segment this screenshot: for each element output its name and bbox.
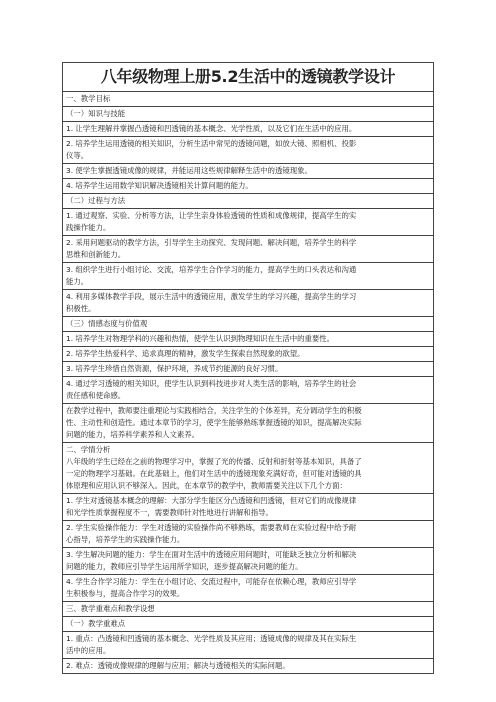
row-text-line: 1. 让学生理解并掌握凸透镜和凹透镜的基本概念、光学性质，以及它们在生活中的应用。 — [66, 124, 357, 133]
row-text-line: 1. 培养学生对物理学科的兴趣和热情，使学生认识到物理知识在生活中的重要性。 — [66, 334, 335, 343]
row-text-line: 性、主动性和创造性。通过本章节的学习，使学生能够熟练掌握透镜的知识，提高解决实际 — [66, 418, 362, 427]
row-text-line: 仪等。 — [66, 151, 89, 160]
row-text-line: 责任感和使命感。 — [66, 391, 126, 400]
document-page — [62, 62, 434, 674]
row-text-line: 问题的能力，教师应引导学生运用所学知识，逐步提高解决问题的能力。 — [66, 562, 303, 571]
table-row — [63, 194, 433, 209]
row-text-line: 活中的应用。 — [66, 646, 111, 655]
row-text-line: 4. 培养学生运用数学知识解决透镜相关计算问题的能力。 — [66, 181, 253, 190]
row-text-line: 3. 学生解决问题的能力：学生在面对生活中的透镜应用问题时，可能缺乏独立分析和解决 — [66, 550, 357, 559]
row-text-line: 心指导，培养学生的实践操作能力。 — [66, 535, 185, 544]
row-text-line: 2. 采用问题驱动的教学方法，引导学生主动探究、发现问题、解决问题，培养学生的科学 — [66, 238, 357, 247]
table-row — [63, 362, 433, 377]
row-text-line: 3. 培养学生珍惜自然资源，保护环境，养成节约能源的良好习惯。 — [66, 364, 283, 373]
row-text-line: 3. 组织学生进行小组讨论、交流，培养学生合作学习的能力，提高学生的口头表达和沟通 — [66, 265, 357, 274]
table-row — [63, 179, 433, 194]
row-text-line: 践操作能力。 — [66, 223, 111, 232]
row-text-line: 1. 重点：凸透镜和凹透镜的基本概念、光学性质及其应用；透镜成像的规律及其在实际生 — [66, 634, 357, 643]
table-row — [63, 263, 433, 290]
table-row — [63, 317, 433, 332]
table-row — [63, 209, 433, 236]
table-row — [63, 404, 433, 443]
row-text-line: 1. 学生对透镜基本概念的理解：大部分学生能区分凸透镜和凹透镜，但对它们的成像规律 — [66, 496, 357, 505]
content-table — [62, 91, 434, 674]
table-row — [63, 548, 433, 575]
row-text-line: 2. 培养学生运用透镜的相关知识，分析生活中常见的透镜问题，如放大镜、照相机、投影 — [66, 139, 357, 148]
table-row — [63, 122, 433, 137]
row-text-line: 3. 使学生掌握透镜成像的规律，并能运用这些规律解释生活中的透镜现象。 — [66, 166, 312, 175]
row-text-line: 体原理和应用认识不够深入。因此，在本章节的教学中，教师需要关注以下几个方面： — [66, 481, 347, 490]
row-text-line: （一）教学重难点 — [66, 619, 126, 628]
row-text-line: 1. 通过观察、实验、分析等方法，让学生亲身体验透镜的性质和成像规律，提高学生的实 — [66, 211, 357, 220]
row-text-line: 2. 学生实验操作能力：学生对透镜的实验操作尚不够熟练，需要教师在实验过程中给予耐 — [66, 523, 357, 532]
table-row — [63, 137, 433, 164]
row-text-line: 二、学情分析 — [66, 445, 111, 454]
table-row — [63, 494, 433, 521]
table-row — [63, 332, 433, 347]
table-row — [63, 164, 433, 179]
row-text-line: 三、教学重难点和教学设想 — [66, 604, 155, 613]
row-text-line: 生积极参与，提高合作学习的效果。 — [66, 589, 185, 598]
row-text-line: （二）过程与方法 — [66, 196, 126, 205]
table-row — [63, 602, 433, 617]
table-row — [63, 347, 433, 362]
row-text-line: 一定的物理学习基础。在此基础上，他们对生活中的透镜现象充满好奇，但可能对透镜的具 — [66, 469, 362, 478]
row-text-line: 2. 培养学生热爱科学、追求真理的精神，激发学生探索自然现象的欲望。 — [66, 349, 305, 358]
table-row — [63, 632, 433, 659]
document-title: 八年级物理上册5.2生活中的透镜教学设计 — [62, 62, 434, 91]
table-row — [63, 521, 433, 548]
table-row — [63, 92, 433, 107]
row-text-line: 能力。 — [66, 277, 89, 286]
row-text-line: 一、教学目标 — [66, 94, 111, 103]
row-text-line: 问题的能力，培养科学素养和人文素养。 — [66, 430, 200, 439]
row-text-line: 4. 通过学习透镜的相关知识，使学生认识到科技进步对人类生活的影响，培养学生的社会 — [66, 379, 357, 388]
row-text-line: 和光学性质掌握程度不一，需要教师针对性地进行讲解和指导。 — [66, 508, 273, 517]
row-text-line: （三）情感态度与价值观 — [66, 319, 148, 328]
row-text-line: 4. 利用多媒体教学手段，展示生活中的透镜应用，激发学生的学习兴趣，提高学生的学习 — [66, 292, 357, 301]
row-text-line: 2. 难点：透镜成像规律的理解与应用；解决与透镜相关的实际问题。 — [66, 661, 290, 670]
row-text-line: 积极性。 — [66, 304, 96, 313]
table-row — [63, 575, 433, 602]
row-text-line: 在教学过程中，教师要注重理论与实践相结合，关注学生的个体差异，充分调动学生的积极 — [66, 406, 362, 415]
row-text-line: 思维和创新能力。 — [66, 250, 126, 259]
row-text-line: （一）知识与技能 — [66, 109, 126, 118]
row-text-line: 八年级的学生已经在之前的物理学习中，掌握了光的传播、反射和折射等基本知识，具备了 — [66, 457, 362, 466]
table-row — [63, 290, 433, 317]
table-row — [63, 107, 433, 122]
table-row — [63, 617, 433, 632]
table-row — [63, 659, 433, 674]
table-row — [63, 443, 433, 494]
table-row — [63, 377, 433, 404]
row-text-line: 4. 学生合作学习能力：学生在小组讨论、交流过程中，可能存在依赖心理，教师应引导学 — [66, 577, 357, 586]
table-row — [63, 236, 433, 263]
